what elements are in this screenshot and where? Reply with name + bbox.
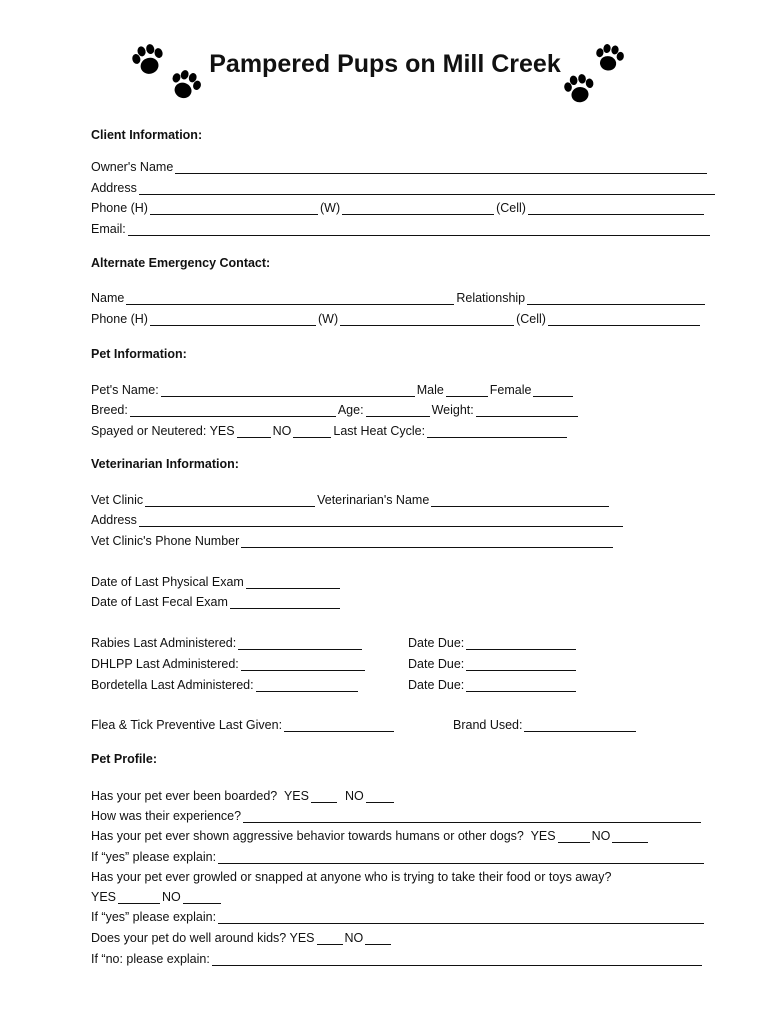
emergency-name-field[interactable]	[126, 291, 454, 305]
emergency-name-label: Name	[91, 291, 125, 305]
age-label: Age:	[337, 403, 364, 417]
growled-explain-label: If “yes” please explain:	[91, 910, 217, 924]
vet-name-field[interactable]	[431, 493, 609, 507]
flea-tick-field[interactable]	[284, 718, 394, 732]
dhlpp-due-row	[408, 655, 578, 673]
emergency-phone-work-label: (W)	[317, 312, 339, 326]
kids-no-field[interactable]	[365, 931, 391, 945]
physical-exam-field[interactable]	[246, 575, 340, 589]
flea-tick-label: Flea & Tick Preventive Last Given:	[91, 718, 283, 732]
kids-no-label: NO	[344, 931, 364, 945]
phone-row	[91, 199, 706, 217]
dhlpp-due-field[interactable]	[466, 657, 576, 671]
bordetella-due-label: Date Due:	[408, 678, 465, 692]
growled-no-field[interactable]	[183, 890, 221, 904]
bordetella-due-field[interactable]	[466, 678, 576, 692]
email-label: Email:	[91, 222, 126, 236]
male-field[interactable]	[446, 383, 488, 397]
aggressive-explain-row	[91, 848, 706, 866]
emergency-phone-cell-label: (Cell)	[516, 312, 546, 326]
boarded-row	[91, 787, 396, 805]
phone-cell-label: (Cell)	[496, 201, 526, 215]
dhlpp-label: DHLPP Last Administered:	[91, 657, 239, 671]
relationship-field[interactable]	[527, 291, 705, 305]
email-field[interactable]	[128, 222, 710, 236]
vet-address-label: Address	[91, 513, 137, 527]
rabies-due-label: Date Due:	[408, 636, 465, 650]
email-row	[91, 220, 712, 238]
kids-label: Does your pet do well around kids? YES	[91, 931, 315, 945]
relationship-label: Relationship	[456, 291, 526, 305]
spayed-yes-field[interactable]	[237, 424, 271, 438]
age-field[interactable]	[366, 403, 430, 417]
growled-yes-field[interactable]	[118, 890, 160, 904]
fecal-exam-field[interactable]	[230, 595, 340, 609]
vet-phone-row	[91, 532, 615, 550]
aggressive-explain-label: If “yes” please explain:	[91, 850, 217, 864]
vet-phone-field[interactable]	[241, 534, 613, 548]
section-heading-profile: Pet Profile:	[91, 752, 157, 766]
section-heading-vet: Veterinarian Information:	[91, 457, 239, 471]
pet-name-label: Pet's Name:	[91, 383, 159, 397]
emergency-phone-work-field[interactable]	[340, 312, 514, 326]
weight-field[interactable]	[476, 403, 578, 417]
emergency-phone-home-label: Phone (H)	[91, 312, 148, 326]
brand-row	[453, 716, 638, 734]
emergency-name-row	[91, 289, 707, 307]
growled-row	[91, 868, 611, 886]
section-heading-emergency: Alternate Emergency Contact:	[91, 256, 271, 270]
rabies-due-row	[408, 634, 578, 652]
fecal-exam-row	[91, 593, 342, 611]
dhlpp-field[interactable]	[241, 657, 365, 671]
phone-work-label: (W)	[319, 201, 341, 215]
vet-address-row	[91, 511, 625, 529]
kids-explain-row	[91, 950, 704, 968]
female-label: Female	[489, 383, 532, 397]
spayed-no-field[interactable]	[293, 424, 331, 438]
vet-phone-label: Vet Clinic's Phone Number	[91, 534, 240, 548]
rabies-row	[91, 634, 364, 652]
breed-row	[91, 401, 580, 419]
heat-cycle-label: Last Heat Cycle:	[333, 424, 426, 438]
flea-tick-row	[91, 716, 396, 734]
growled-label: Has your pet ever growled or snapped at anyone who is trying to take their food or toys away?	[91, 870, 612, 884]
vet-clinic-field[interactable]	[145, 493, 315, 507]
vet-address-field[interactable]	[139, 513, 623, 527]
dhlpp-due-label: Date Due:	[408, 657, 465, 671]
pet-name-row	[91, 381, 575, 399]
kids-yes-field[interactable]	[317, 931, 343, 945]
section-heading-client: Client Information:	[91, 128, 203, 142]
breed-label: Breed:	[91, 403, 128, 417]
male-label: Male	[416, 383, 444, 397]
aggressive-no-field[interactable]	[612, 829, 648, 843]
spayed-label: Spayed or Neutered: YES	[91, 424, 235, 438]
female-field[interactable]	[533, 383, 573, 397]
rabies-due-field[interactable]	[466, 636, 576, 650]
physical-exam-label: Date of Last Physical Exam	[91, 575, 244, 589]
aggressive-label: Has your pet ever shown aggressive behavior towards humans or other dogs? YES	[91, 829, 556, 843]
weight-label: Weight:	[431, 403, 474, 417]
experience-field[interactable]	[243, 809, 701, 823]
address-row	[91, 179, 717, 197]
emergency-phone-home-field[interactable]	[150, 312, 316, 326]
rabies-field[interactable]	[238, 636, 362, 650]
spayed-no-label: NO	[272, 424, 292, 438]
pet-name-field[interactable]	[161, 383, 415, 397]
boarded-label: Has your pet ever been boarded? YES	[91, 789, 309, 803]
address-label: Address	[91, 181, 137, 195]
vet-clinic-row	[91, 491, 611, 509]
kids-row	[91, 929, 393, 947]
heat-cycle-field[interactable]	[427, 424, 567, 438]
fecal-exam-label: Date of Last Fecal Exam	[91, 595, 228, 609]
phone-work-field[interactable]	[342, 201, 494, 215]
emergency-phone-cell-field[interactable]	[548, 312, 700, 326]
boarded-no-field[interactable]	[366, 789, 394, 803]
owner-name-label: Owner's Name	[91, 160, 174, 174]
growled-answer-row	[91, 888, 223, 906]
rabies-label: Rabies Last Administered:	[91, 636, 237, 650]
owner-name-field[interactable]	[175, 160, 707, 174]
aggressive-yes-field[interactable]	[558, 829, 590, 843]
growled-no-label: NO	[162, 890, 181, 904]
bordetella-due-row	[408, 676, 578, 694]
page-title: Pampered Pups on Mill Creek	[209, 50, 561, 78]
dhlpp-row	[91, 655, 367, 673]
phone-home-label: Phone (H)	[91, 201, 148, 215]
brand-label: Brand Used:	[453, 718, 523, 732]
vet-name-label: Veterinarian's Name	[317, 493, 430, 507]
emergency-phone-row	[91, 310, 702, 328]
phone-cell-field[interactable]	[528, 201, 704, 215]
bordetella-row	[91, 676, 360, 694]
aggressive-explain-field[interactable]	[218, 850, 704, 864]
bordetella-label: Bordetella Last Administered:	[91, 678, 254, 692]
bordetella-field[interactable]	[256, 678, 358, 692]
physical-exam-row	[91, 573, 342, 591]
growled-explain-row	[91, 908, 706, 926]
boarded-no-label: NO	[344, 789, 364, 803]
growled-explain-field[interactable]	[218, 910, 704, 924]
experience-label: How was their experience?	[91, 809, 242, 823]
kids-explain-label: If “no: please explain:	[91, 952, 210, 966]
owner-name-row	[91, 158, 709, 176]
spayed-row	[91, 422, 569, 440]
brand-field[interactable]	[524, 718, 636, 732]
aggressive-no-label: NO	[591, 829, 611, 843]
experience-row	[91, 807, 703, 825]
boarded-yes-field[interactable]	[311, 789, 337, 803]
phone-home-field[interactable]	[150, 201, 318, 215]
vet-clinic-label: Vet Clinic	[91, 493, 144, 507]
growled-yes-label: YES	[91, 890, 117, 904]
address-field[interactable]	[139, 181, 715, 195]
aggressive-row	[91, 827, 650, 845]
kids-explain-field[interactable]	[212, 952, 702, 966]
breed-field[interactable]	[130, 403, 336, 417]
section-heading-pet: Pet Information:	[91, 347, 187, 361]
